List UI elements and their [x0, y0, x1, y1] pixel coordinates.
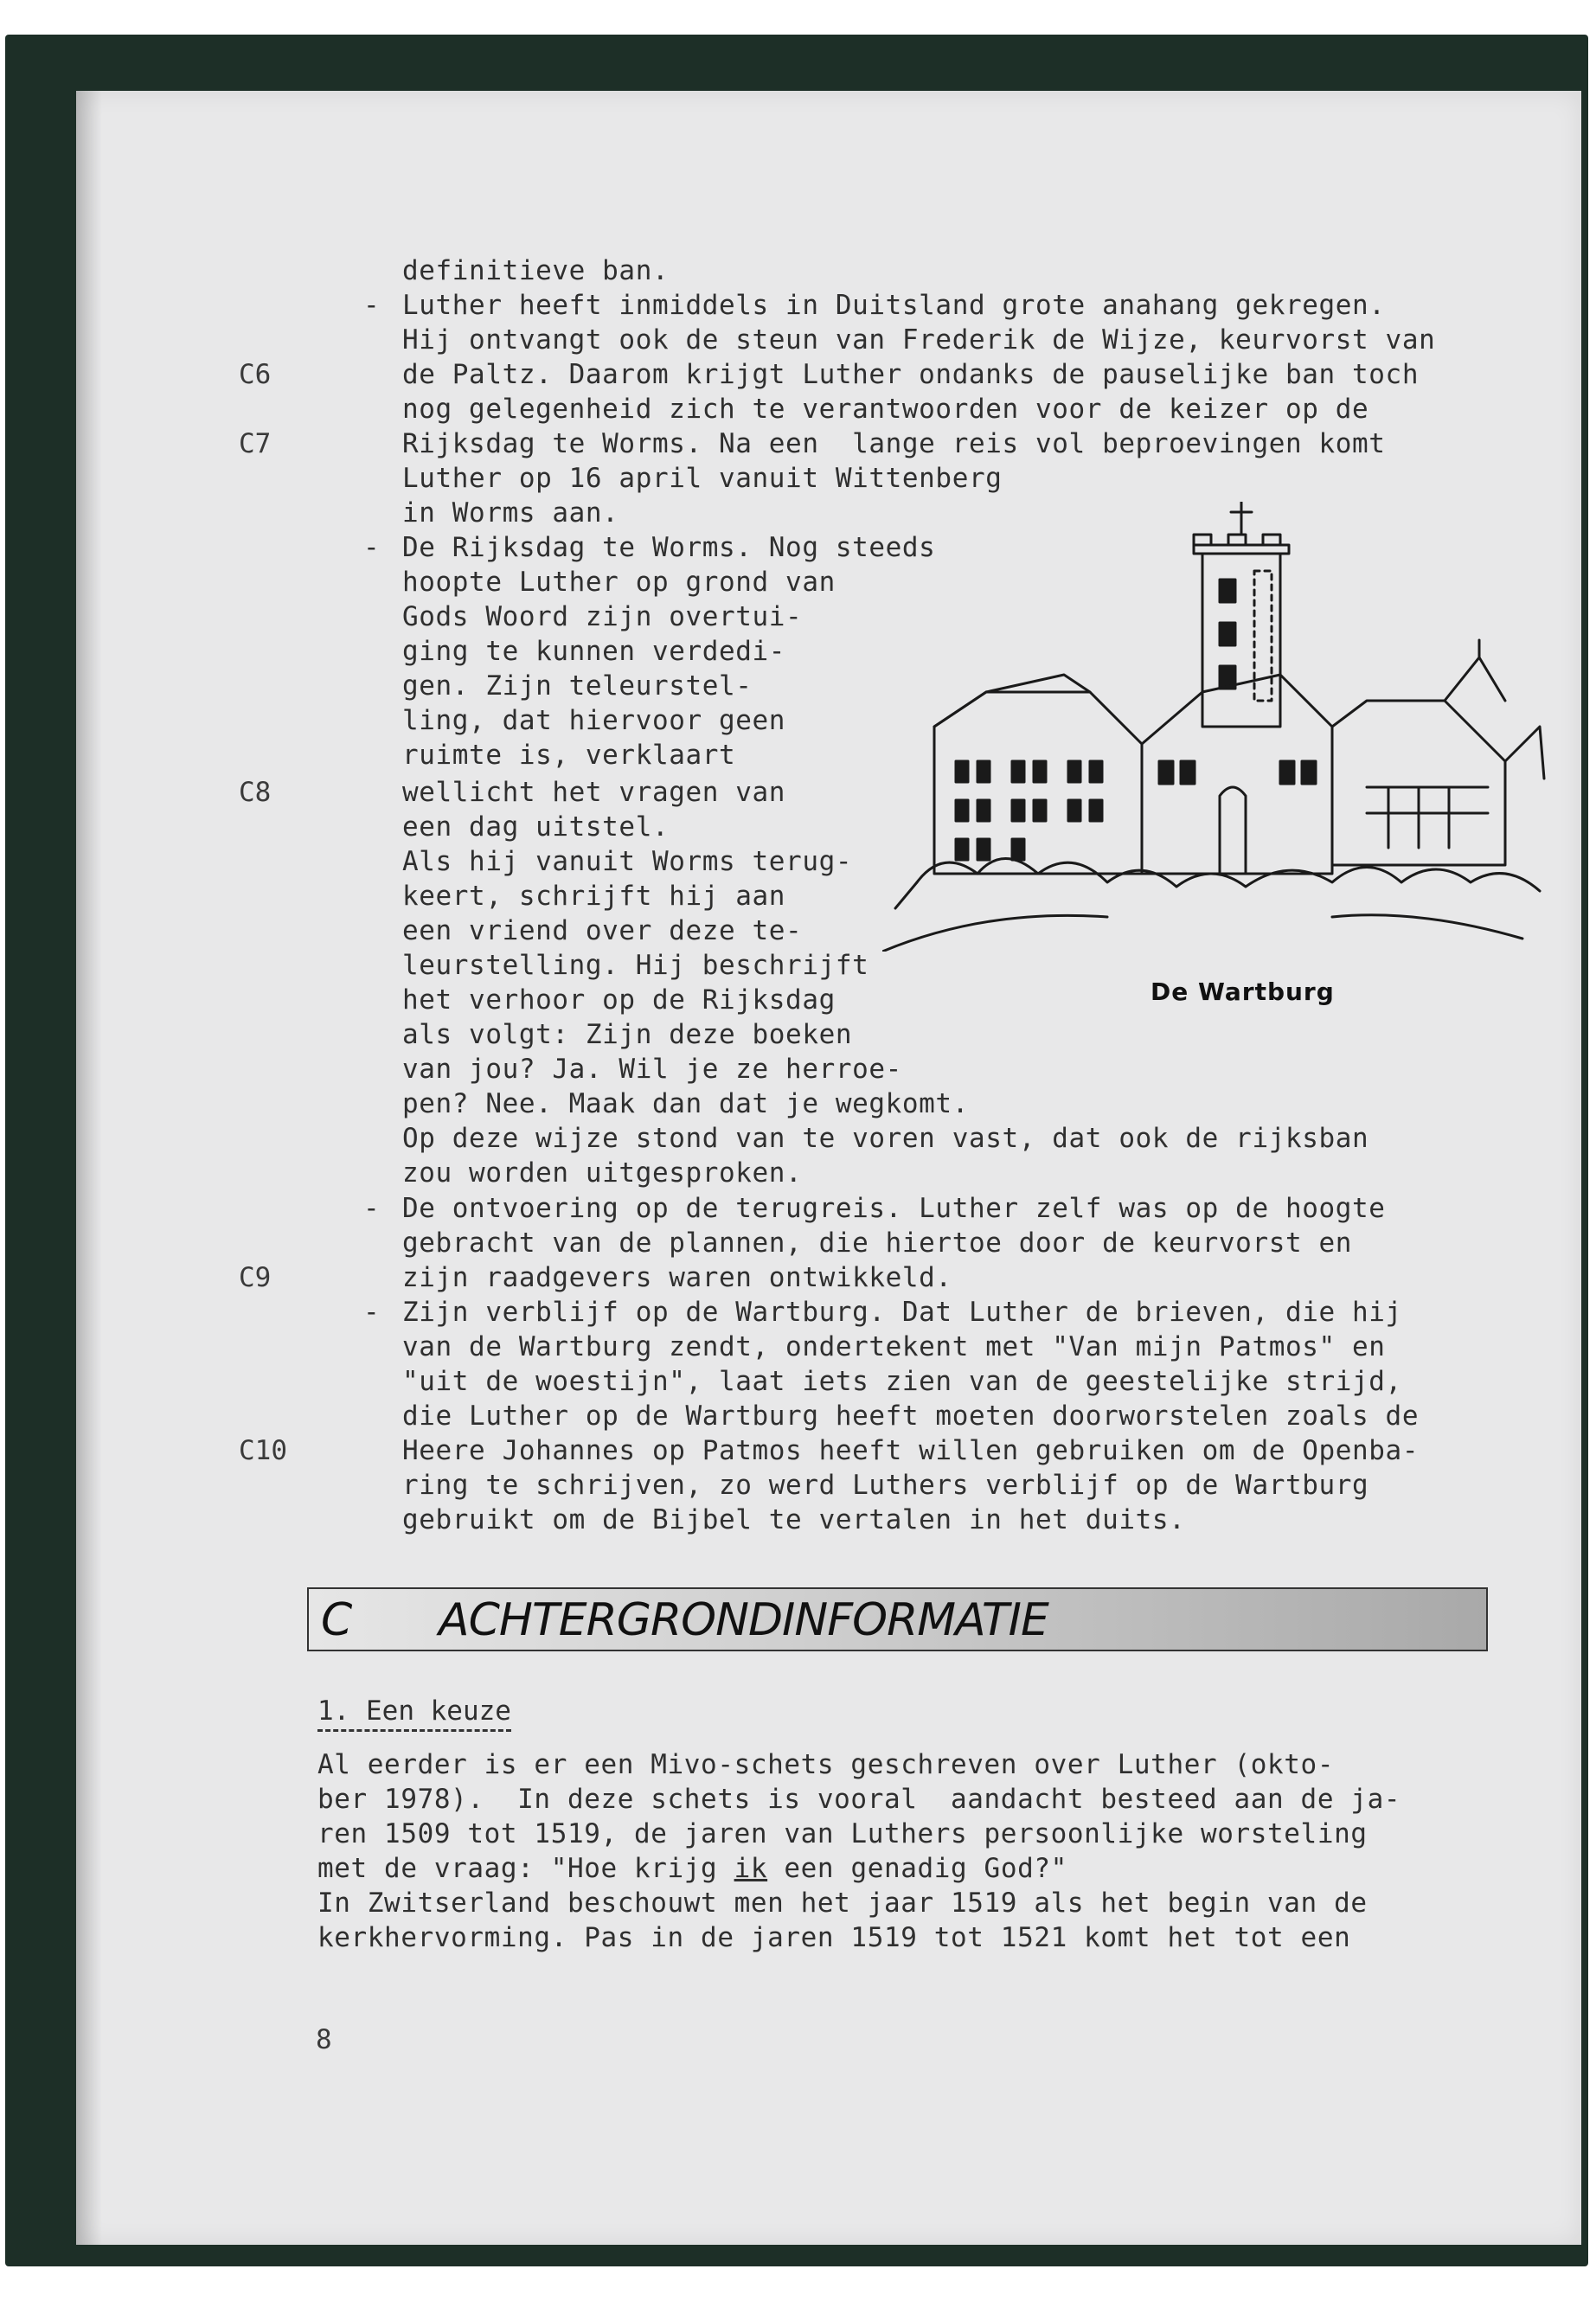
text-line: Hij ontvangt ook de steun van Frederik de Wijze, keurvorst van: [402, 324, 1436, 356]
margin-code-c7: C7: [239, 428, 272, 459]
underlined-word: ik: [734, 1853, 768, 1884]
text-line: die Luther op de Wartburg heeft moeten doorworstelen zoals de: [402, 1400, 1420, 1432]
text-line: Al eerder is er een Mivo-schets geschreven over Luther (okto-: [317, 1749, 1335, 1780]
margin-code-c6: C6: [239, 359, 272, 390]
margin-code-c10: C10: [239, 1435, 287, 1466]
text-line: zou worden uitgesproken.: [402, 1157, 803, 1189]
text-line: Zijn verblijf op de Wartburg. Dat Luther de brieven, die hij: [402, 1297, 1402, 1328]
text-line: keert, schrijft hij aan: [402, 881, 786, 912]
text-line: ruimte is, verklaart: [402, 740, 736, 771]
text-line: ren 1509 tot 1519, de jaren van Luthers persoonlijke worsteling: [317, 1818, 1368, 1849]
text-line: pen? Nee. Maak dan dat je wegkomt.: [402, 1088, 969, 1119]
text-line: gen. Zijn teleurstel-: [402, 670, 753, 702]
text-line: Luther heeft inmiddels in Duitsland grote anahang gekregen.: [402, 290, 1386, 321]
text-line: leurstelling. Hij beschrijft: [402, 950, 869, 981]
text-line: een dag uitstel.: [402, 811, 670, 843]
text-line: [317, 1851, 1067, 1886]
list-dash: -: [363, 532, 380, 563]
section-banner: [307, 1587, 1488, 1651]
text-line: gebracht van de plannen, die hiertoe door de keurvorst en: [402, 1227, 1353, 1259]
text-line: Heere Johannes op Patmos heeft willen gebruiken om de Openba-: [402, 1435, 1420, 1466]
illustration-caption: De Wartburg: [1151, 977, 1335, 1006]
text-line: de Paltz. Daarom krijgt Luther ondanks de pauselijke ban toch: [402, 359, 1420, 390]
text-line: Op deze wijze stond van te voren vast, dat ook de rijksban: [402, 1123, 1369, 1154]
margin-code-c8: C8: [239, 777, 272, 808]
banner-letter: C: [321, 1594, 353, 1646]
text-line: ling, dat hiervoor geen: [402, 705, 786, 736]
list-dash: -: [363, 1193, 380, 1224]
text-line: ring te schrijven, zo werd Luthers verblijf op de Wartburg: [402, 1470, 1369, 1501]
text-line: een vriend over deze te-: [402, 915, 803, 946]
text-line: zijn raadgevers waren ontwikkeld.: [402, 1262, 952, 1293]
text-line: kerkhervorming. Pas in de jaren 1519 tot 1521 komt het tot een: [317, 1922, 1351, 1953]
list-dash: -: [363, 290, 380, 321]
text-line: als volgt: Zijn deze boeken: [402, 1019, 853, 1050]
wartburg-castle-illustration: [882, 502, 1548, 952]
text-line: in Worms aan.: [402, 497, 619, 529]
list-dash: -: [363, 1297, 380, 1328]
section-heading: 1. Een keuze: [317, 1694, 511, 1732]
page-number: 8: [316, 2024, 332, 2055]
text-fragment: een genadig God?": [767, 1853, 1067, 1884]
text-line: "uit de woestijn", laat iets zien van de geestelijke strijd,: [402, 1366, 1402, 1397]
text-line: nog gelegenheid zich te verantwoorden voor de keizer op de: [402, 394, 1369, 425]
text-line: van de Wartburg zendt, ondertekent met "Van mijn Patmos" en: [402, 1331, 1386, 1362]
text-line: gebruikt om de Bijbel te vertalen in het duits.: [402, 1504, 1186, 1535]
text-line: De Rijksdag te Worms. Nog steeds: [402, 532, 936, 563]
text-line: Gods Woord zijn overtui-: [402, 601, 803, 632]
text-line: ging te kunnen verdedi-: [402, 636, 786, 667]
text-line: ber 1978). In deze schets is vooral aandacht besteed aan de ja-: [317, 1784, 1401, 1815]
text-line: In Zwitserland beschouwt men het jaar 1519 als het begin van de: [317, 1888, 1368, 1919]
text-line: het verhoor op de Rijksdag: [402, 984, 836, 1016]
spine-shadow: [76, 91, 102, 2245]
banner-title: ACHTERGRONDINFORMATIE: [439, 1594, 1048, 1646]
text-line: wellicht het vragen van: [402, 777, 786, 808]
text-line: hoopte Luther op grond van: [402, 567, 836, 598]
text-line: De ontvoering op de terugreis. Luther zelf was op de hoogte: [402, 1193, 1386, 1224]
text-fragment: met de vraag: "Hoe krijg: [317, 1853, 734, 1884]
text-line: van jou? Ja. Wil je ze herroe-: [402, 1054, 902, 1085]
text-line: definitieve ban.: [402, 255, 670, 286]
text-line: Luther op 16 april vanuit Wittenberg: [402, 463, 1003, 494]
margin-code-c9: C9: [239, 1262, 272, 1293]
text-line: Als hij vanuit Worms terug-: [402, 846, 853, 877]
text-line: Rijksdag te Worms. Na een lange reis vol beproevingen komt: [402, 428, 1386, 459]
